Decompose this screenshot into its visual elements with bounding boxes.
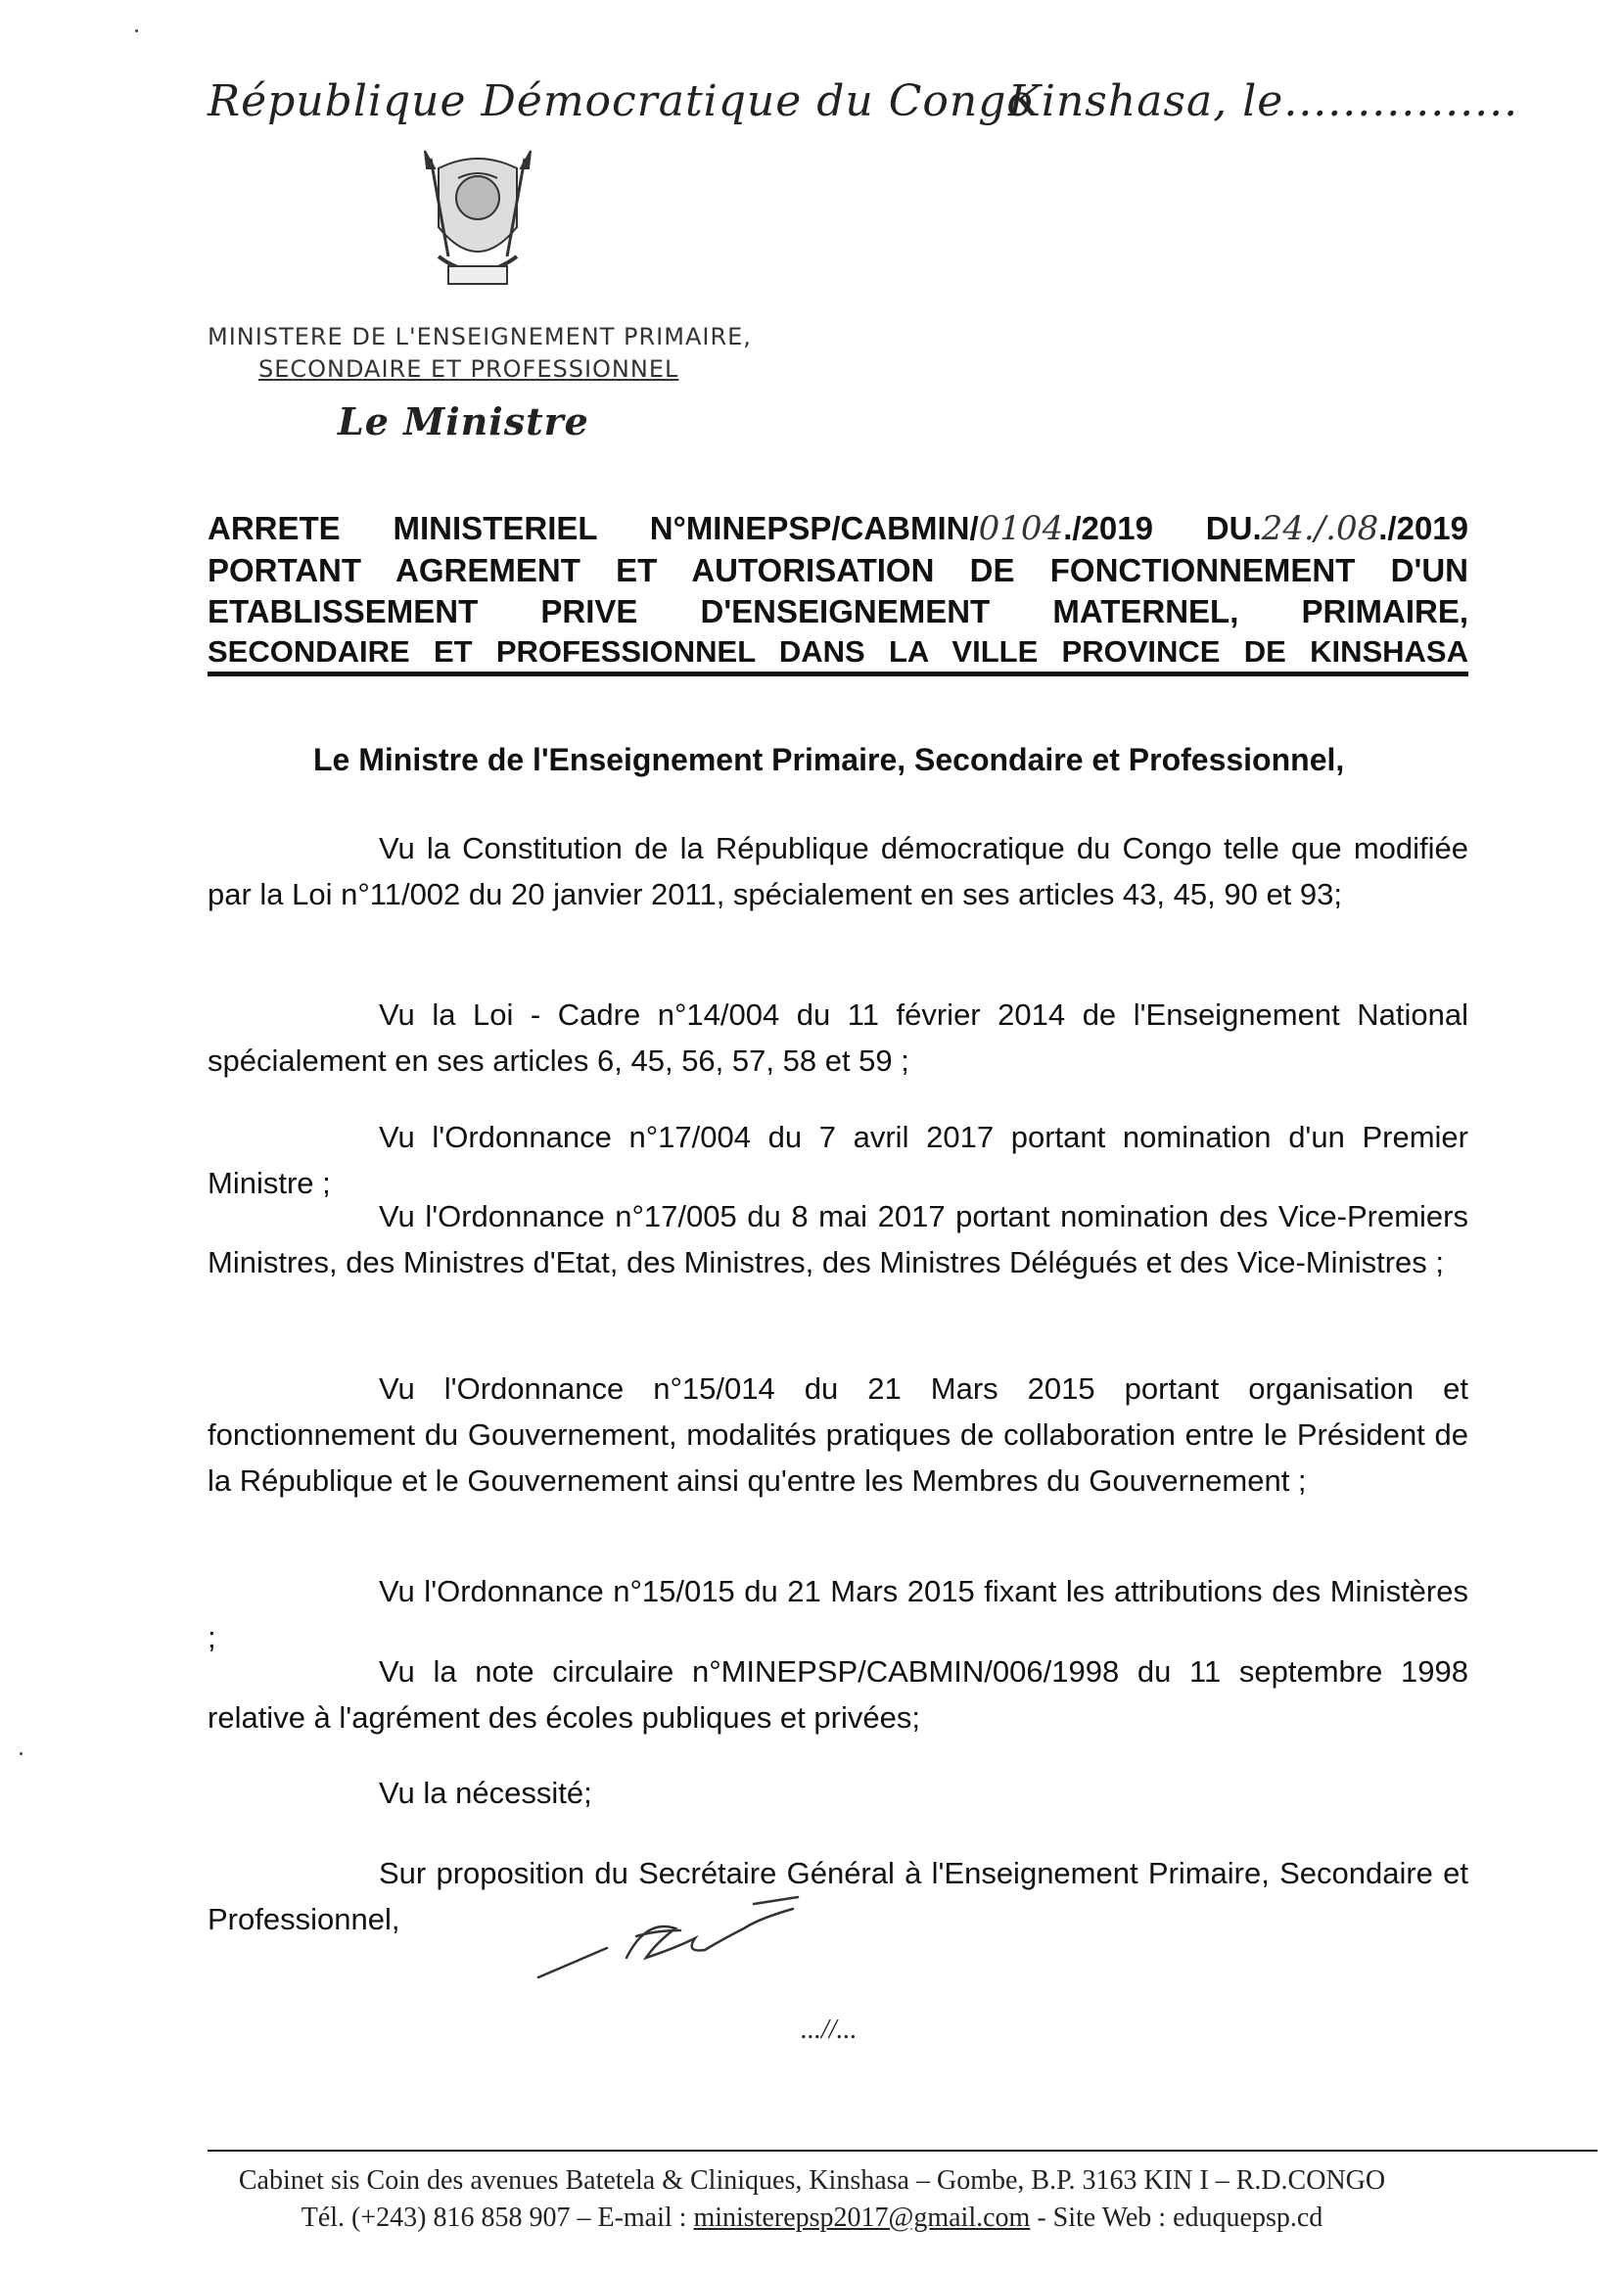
- recital-ordonnance-15-014: Vu l'Ordonnance n°15/014 du 21 Mars 2015 portant organisation et fonctionnement du Gouvernement, modalités pratiques de collaboration entre le Président de la République et le Gouvernement ainsi qu'entre les Membres du Gouvernement ;: [208, 1371, 1468, 1498]
- decree-number-prefix: ARRETE MINISTERIEL N°MINEPSP/CABMIN/: [208, 510, 979, 546]
- coat-of-arms-emblem: [409, 139, 546, 296]
- handwritten-decree-date: 24./.08: [1261, 509, 1379, 548]
- recital-ordonnance-17-004: Vu l'Ordonnance n°17/004 du 7 avril 2017 portant nomination d'un Premier Ministre ;: [208, 1120, 1468, 1200]
- decree-title-line1: [208, 509, 1468, 548]
- footer-website: - Site Web : eduquepsp.cd: [1030, 2203, 1323, 2233]
- ministry-name-line1: MINISTERE DE L'ENSEIGNEMENT PRIMAIRE,: [208, 323, 752, 350]
- recital-proposition: Sur proposition du Secrétaire Général à l'Enseignement Primaire, Secondaire et Professionnel,: [208, 1856, 1468, 1936]
- handwritten-decree-number: 0104: [978, 509, 1064, 548]
- decree-title-line2: PORTANT AGREMENT ET AUTORISATION DE FONCTIONNEMENT D'UN: [208, 552, 1468, 588]
- recital-ordonnance-17-005: Vu l'Ordonnance n°17/005 du 8 mai 2017 portant nomination des Vice-Premiers Ministres, des Ministres d'Etat, des Ministres, des Ministres Délégués et des Vice-Ministres ;: [208, 1199, 1468, 1279]
- footer-email-link[interactable]: ministerepsp2017@gmail.com: [693, 2203, 1031, 2233]
- recital-constitution: Vu la Constitution de la République démocratique du Congo telle que modifiée par la Loi n°11/002 du 20 janvier 2011, spécialement en ses articles 43, 45, 90 et 93;: [208, 831, 1468, 911]
- recital-necessite: Vu la nécessité;: [379, 1776, 592, 1810]
- scan-speck: [20, 1752, 23, 1755]
- decree-title-line3: ETABLISSEMENT PRIVE D'ENSEIGNEMENT MATERNEL, PRIMAIRE,: [208, 593, 1468, 629]
- country-heading: République Démocratique du Congo: [208, 76, 1034, 126]
- recital-note-circulaire: Vu la note circulaire n°MINEPSP/CABMIN/006/1998 du 11 septembre 1998 relative à l'agrément des écoles publiques et privées;: [208, 1654, 1468, 1735]
- recital-ordonnance-15-015: Vu l'Ordonnance n°15/015 du 21 Mars 2015 fixant les attributions des Ministères ;: [208, 1574, 1468, 1654]
- recital-loi-cadre: Vu la Loi - Cadre n°14/004 du 11 février 2014 de l'Enseignement National spécialement en ses articles 6, 45, 56, 57, 58 et 59 ;: [208, 997, 1468, 1078]
- minister-role: Le Ministre: [338, 399, 589, 443]
- ministry-name-line2: SECONDAIRE ET PROFESSIONNEL: [258, 355, 679, 383]
- title-underline: [208, 672, 1468, 676]
- continuation-marker: ...//...: [801, 2015, 858, 2045]
- footer-contact: [0, 2203, 1624, 2234]
- footer-rule: [208, 2150, 1598, 2152]
- decree-year-du: ./2019 DU.: [1063, 510, 1262, 546]
- place-date: Kinshasa, le................: [1008, 76, 1519, 126]
- footer-phone: Tél. (+243) 816 858 907 – E-mail :: [301, 2203, 694, 2233]
- scan-speck: [135, 29, 138, 32]
- addressee-line: Le Ministre de l'Enseignement Primaire, Secondaire et Professionnel,: [313, 742, 1345, 777]
- footer-address: Cabinet sis Coin des avenues Batetela & Cliniques, Kinshasa – Gombe, B.P. 3163 KIN I – R.D.CONGO: [238, 2165, 1386, 2196]
- decree-year: ./2019: [1378, 510, 1468, 546]
- decree-title-line4: SECONDAIRE ET PROFESSIONNEL DANS LA VILLE PROVINCE DE KINSHASA: [208, 634, 1468, 669]
- handwritten-paraph: [529, 1889, 812, 1987]
